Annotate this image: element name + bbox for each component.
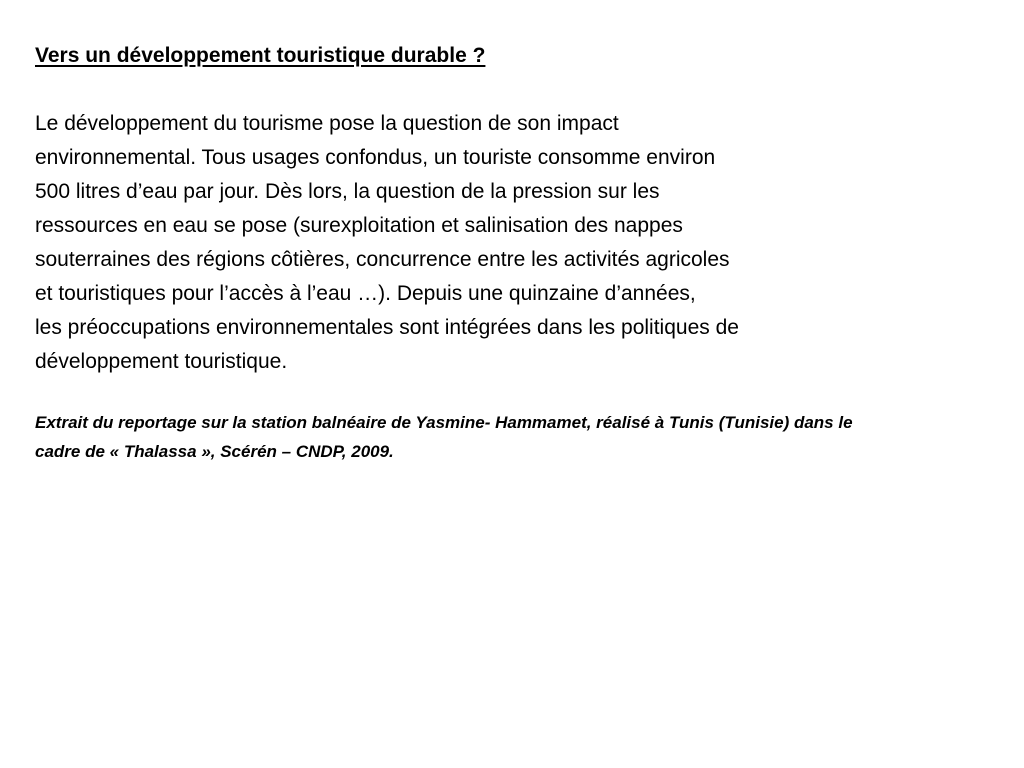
body-line: Le développement du tourisme pose la question de son impact [35,112,619,135]
source-line: cadre de « Thalassa », Scérén – CNDP, 2009. [35,442,394,461]
body-line: développement touristique. [35,350,288,373]
body-line: environnemental. Tous usages confondus, un touriste consomme environ [35,146,716,169]
body-line: et touristiques pour l’accès à l’eau …). Depuis une quinzaine d’années, [35,282,696,305]
body-line: 500 litres d’eau par jour. Dès lors, la question de la pression sur les [35,180,660,203]
body-line: ressources en eau se pose (surexploitation et salinisation des nappes [35,214,683,237]
source-line: Extrait du reportage sur la station balnéaire de Yasmine- Hammamet, réalisé à Tunis (Tunisie) dans le [35,413,853,432]
source-citation [35,408,1005,466]
body-line: souterraines des régions côtières, concurrence entre les activités agricoles [35,248,730,271]
body-line: les préoccupations environnementales sont intégrées dans les politiques de [35,316,739,339]
body-paragraph [35,107,995,379]
slide-title: Vers un développement touristique durable ? [35,44,486,67]
